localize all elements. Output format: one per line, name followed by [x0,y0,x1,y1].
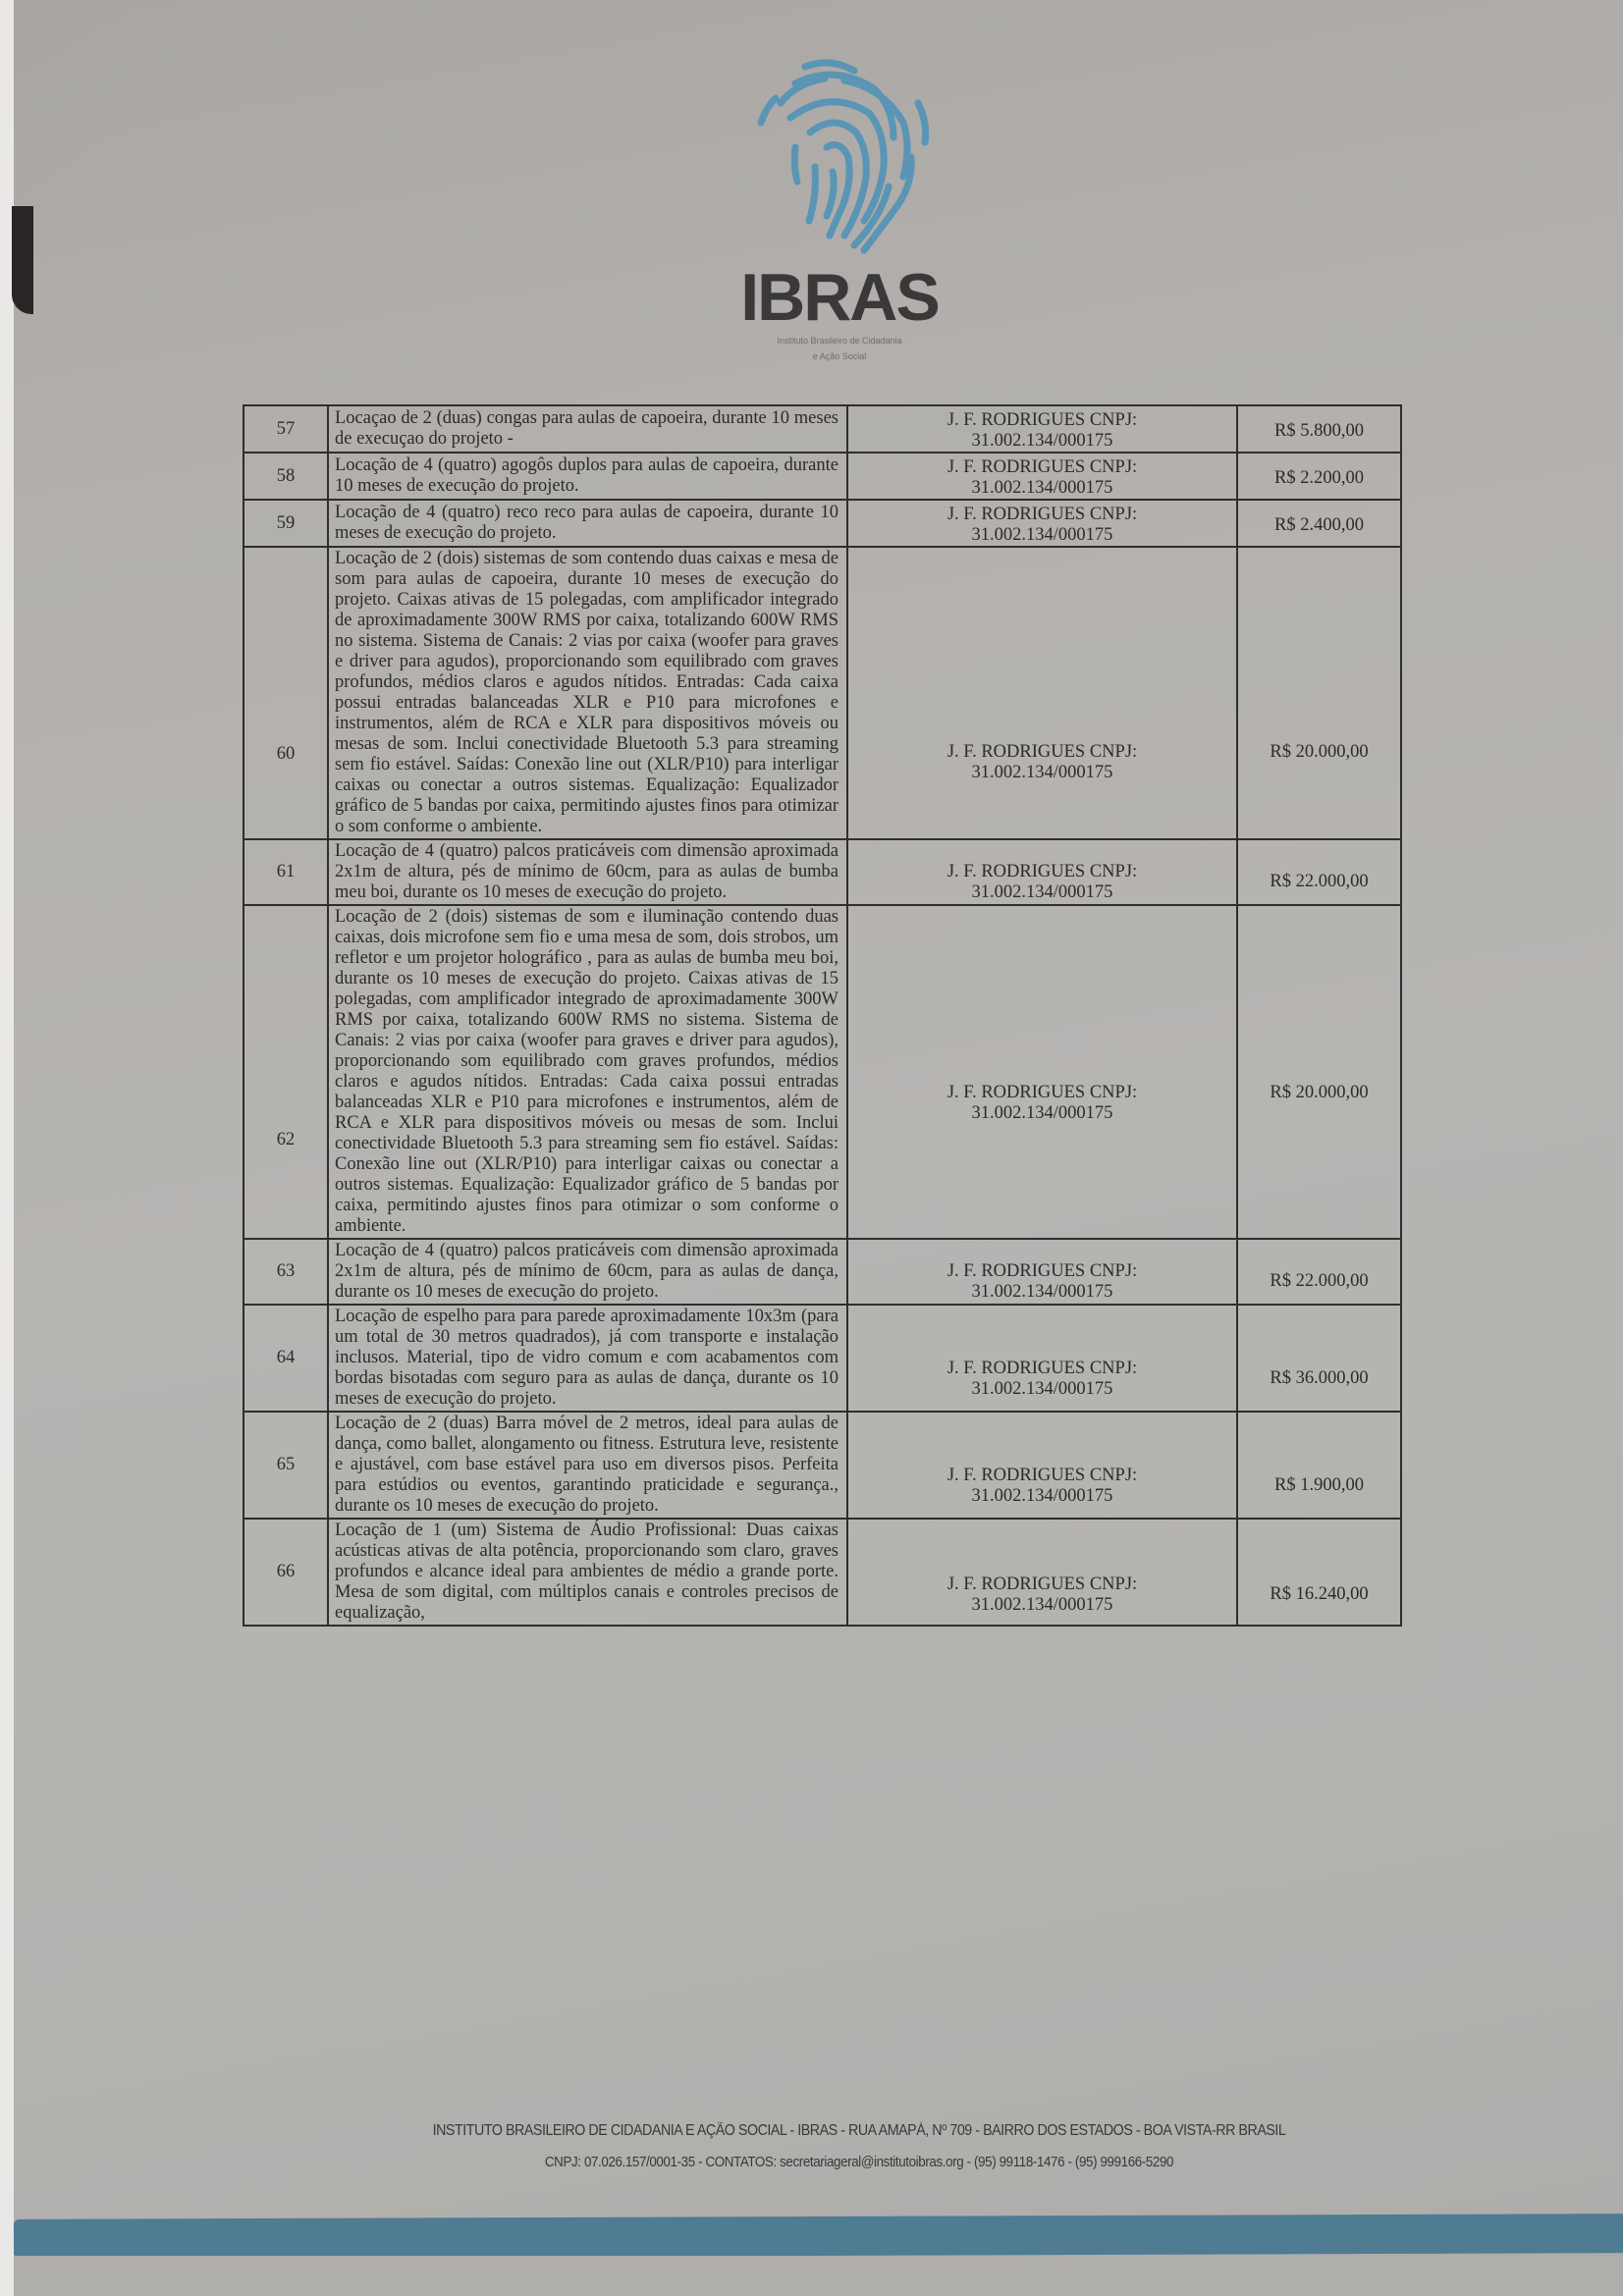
vendor-name: J. F. RODRIGUES CNPJ: [947,742,1138,762]
vendor-name: J. F. RODRIGUES CNPJ: [947,1260,1138,1281]
table-row [243,453,1401,500]
item-number: 60 [243,547,328,839]
vendor-cnpj: 31.002.134/000175 [971,1281,1113,1302]
vendor-name: J. F. RODRIGUES CNPJ: [947,1358,1138,1378]
table-row [243,1239,1401,1305]
footer-color-band [14,2214,1623,2259]
item-number: 64 [243,1305,328,1412]
footer-contacts: CNPJ: 07.026.157/0001-35 - CONTATOS: secretariageral@institutoibras.org - (95) 99118-1476 - (95) 999166-5290 [544,2155,1174,2170]
logo-subtitle-line2: e Ação Social [812,351,867,361]
item-number: 66 [243,1519,328,1626]
item-description: Locação de 4 (quatro) agogôs duplos para aulas de capoeira, durante 10 meses de execução do projeto. [328,453,847,500]
table-row [243,905,1401,1239]
vendor-name: J. F. RODRIGUES CNPJ: [947,505,1138,524]
fingerprint-map-icon [736,49,943,270]
item-number: 62 [243,905,328,1239]
vendor-cnpj: 31.002.134/000175 [971,1485,1113,1506]
item-value: R$ 16.240,00 [1237,1519,1401,1626]
item-description: Locação de 4 (quatro) reco reco para aulas de capoeira, durante 10 meses de execução do projeto. [328,500,847,547]
vendor-name: J. F. RODRIGUES CNPJ: [947,1574,1138,1594]
item-description: Locação de 2 (dois) sistemas de som contendo duas caixas e mesa de som para aulas de capoeira, durante 10 meses de execução do projeto. Caixas ativas de 15 polegadas, com amplificador integrado de aproximadamente 300W RMS por caixa, totalizando 600W RMS no sistema. Sistema de Canais: 2 vias por caixa (woofer para graves e driver para agudos), proporcionando som equilibrado com graves profundos, médios claros e agudos nítidos. Entradas: Cada caixa possui entradas balanceadas XLR e P10 para microfones e instrumentos, além de RCA e XLR para dispositivos móveis ou mesas de som. Inclui conectividade Bluetooth 5.3 para streaming sem fio estável. Saídas: Conexão line out (XLR/P10) para interligar caixas ou conectar a outros sistemas. Equalização: Equalizador gráfico de 5 bandas por caixa, permitindo ajustes finos para otimizar o som conforme o ambiente. [328,547,847,839]
vendor-cnpj: 31.002.134/000175 [971,1594,1113,1615]
item-description: Locação de 2 (duas) Barra móvel de 2 metros, ideal para aulas de dança, como ballet, alongamento ou fitness. Estrutura leve, resistente e ajustável, com base estável para uso em diversos pisos. Perfeita para estúdios ou eventos, garantindo praticidade e segurança., durante os 10 meses de execução do projeto. [328,1412,847,1519]
item-number: 61 [243,839,328,905]
item-vendor [847,1412,1237,1519]
item-value: R$ 36.000,00 [1237,1305,1401,1412]
item-vendor [847,905,1237,1239]
item-description: Locação de 4 (quatro) palcos praticáveis com dimensão aproximada 2x1m de altura, pés de mínimo de 60cm, para as aulas de bumba meu boi, durante os 10 meses de execução do projeto. [328,839,847,905]
vendor-cnpj: 31.002.134/000175 [971,1378,1113,1399]
vendor-cnpj: 31.002.134/000175 [971,881,1113,902]
item-value: R$ 20.000,00 [1237,547,1401,839]
item-vendor [847,453,1237,500]
table-row [243,1519,1401,1626]
vendor-cnpj: 31.002.134/000175 [971,478,1113,498]
item-value: R$ 1.900,00 [1237,1412,1401,1519]
item-description: Locação de 4 (quatro) palcos praticáveis com dimensão aproximada 2x1m de altura, pés de mínimo de 60cm, para as aulas de dança, durante os 10 meses de execução do projeto. [328,1239,847,1305]
page-shadow [12,206,33,314]
vendor-name: J. F. RODRIGUES CNPJ: [947,410,1138,430]
table-row [243,1412,1401,1519]
items-table [243,404,1384,1627]
item-description: Locaçao de 2 (duas) congas para aulas de capoeira, durante 10 meses de execuçao do projeto - [328,405,847,453]
page-footer [295,2120,1424,2173]
table-row [243,547,1401,839]
vendor-name: J. F. RODRIGUES CNPJ: [947,861,1138,881]
item-vendor [847,1519,1237,1626]
item-value: R$ 20.000,00 [1237,905,1401,1239]
logo-wordmark: IBRAS [740,260,939,335]
item-value: R$ 2.400,00 [1237,500,1401,547]
logo-subtitle-line1: Instituto Brasileiro de Cidadania [777,336,902,346]
vendor-name: J. F. RODRIGUES CNPJ: [947,1465,1138,1485]
item-number: 65 [243,1412,328,1519]
item-number: 59 [243,500,328,547]
table-row [243,1305,1401,1412]
item-number: 57 [243,405,328,453]
table-row [243,839,1401,905]
vendor-cnpj: 31.002.134/000175 [971,763,1113,782]
vendor-cnpj: 31.002.134/000175 [971,431,1113,451]
item-description: Locação de 1 (um) Sistema de Áudio Profissional: Duas caixas acústicas ativas de alta potência, proporcionando som claro, graves profundos e alcance ideal para ambientes de médio a grande porte. Mesa de som digital, com múltiplos canais e controles precisos de equalização, [328,1519,847,1626]
item-vendor [847,500,1237,547]
item-number: 63 [243,1239,328,1305]
vendor-name: J. F. RODRIGUES CNPJ: [947,1083,1138,1102]
footer-address: INSTITUTO BRASILEIRO DE CIDADANIA E AÇÃO SOCIAL - IBRAS - RUA AMAPÁ, Nº 709 - BAIRRO DOS ESTADOS - BOA VISTA-RR BRASIL [432,2122,1286,2139]
item-description: Locação de 2 (dois) sistemas de som e iluminação contendo duas caixas, dois microfone sem fio e uma mesa de som, dois strobos, um refletor e um projetor holográfico , para as aulas de bumba meu boi, durante os 10 meses de execução do projeto. Caixas ativas de 15 polegadas, com amplificador integrado de aproximadamente 300W RMS por caixa, totalizando 600W RMS no sistema. Sistema de Canais: 2 vias por caixa (woofer para graves e driver para agudos), proporcionando som equilibrado com graves profundos, médios claros e agudos nítidos. Entradas: Cada caixa possui entradas balanceadas XLR e P10 para microfones e instrumentos, além de RCA e XLR para dispositivos móveis ou mesas de som. Inclui conectividade Bluetooth 5.3 para streaming sem fio estável. Saídas: Conexão line out (XLR/P10) para interligar caixas ou conectar a outros sistemas. Equalização: Equalizador gráfico de 5 bandas por caixa, permitindo ajustes finos para otimizar o som conforme o ambiente. [328,905,847,1239]
item-vendor [847,405,1237,453]
page-bottom-margin [14,2256,1623,2296]
item-vendor [847,1305,1237,1412]
vendor-cnpj: 31.002.134/000175 [971,525,1113,545]
ibras-logo [717,49,962,383]
table-row [243,500,1401,547]
item-vendor [847,1239,1237,1305]
item-value: R$ 5.800,00 [1237,405,1401,453]
vendor-name: J. F. RODRIGUES CNPJ: [947,457,1138,477]
item-description: Locação de espelho para para parede aproximadamente 10x3m (para um total de 30 metros quadrados), já com transporte e instalação inclusos. Material, tipo de vidro comum e com acabamentos com bordas bisotadas com seguro para as aulas de dança, durante os 10 meses de execução do projeto. [328,1305,847,1412]
item-value: R$ 2.200,00 [1237,453,1401,500]
item-value: R$ 22.000,00 [1237,839,1401,905]
vendor-cnpj: 31.002.134/000175 [971,1103,1113,1123]
item-vendor [847,547,1237,839]
item-value: R$ 22.000,00 [1237,1239,1401,1305]
item-number: 58 [243,453,328,500]
item-vendor [847,839,1237,905]
table-row [243,405,1401,453]
